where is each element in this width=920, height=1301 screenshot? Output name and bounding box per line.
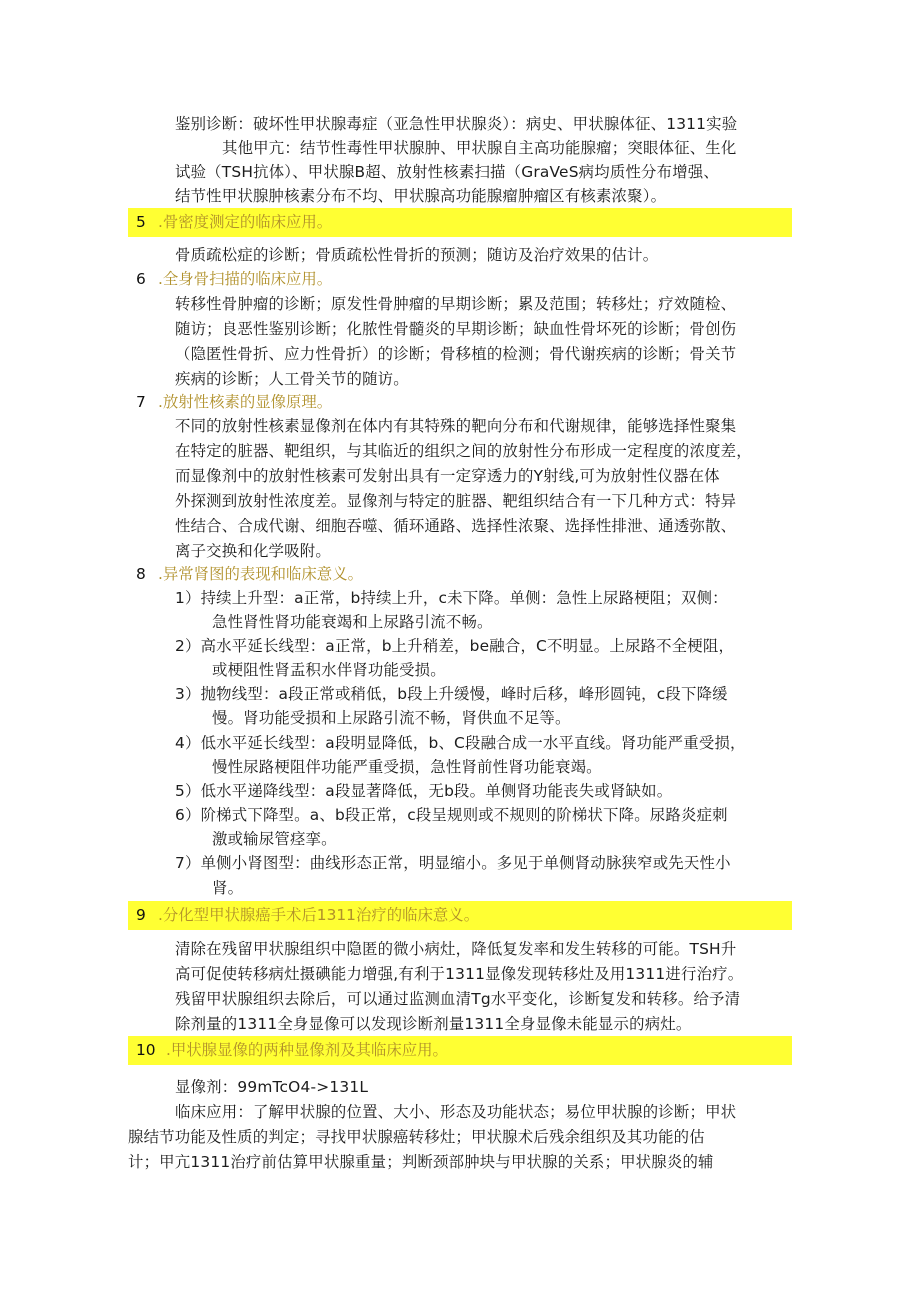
text-line: 腺结节功能及性质的判定；寻找甲状腺癌转移灶；甲状腺术后残余组织及其功能的估 [128,1128,705,1146]
heading-number: 7 [136,393,146,411]
text-line: 高可促使转移病灶摄碘能力增强,有利于1311显像发现转移灶及用1311进行治疗。 [175,965,744,983]
heading-text: .放射性核素的显像原理。 [158,393,333,411]
heading-text: .分化型甲状腺癌手术后1311治疗的临床意义。 [158,906,480,924]
heading-number: 10 [136,1041,156,1059]
text-line: 转移性骨肿瘤的诊断；原发性骨肿瘤的早期诊断；累及范围；转移灶；疗效随检、 [175,295,737,313]
list-item-continuation: 慢。肾功能受损和上尿路引流不畅，肾供血不足等。 [212,709,571,727]
list-item: 4）低水平延长线型：a段明显降低，b、C段融合成一水平直线。肾功能严重受损， [175,734,746,752]
text-line: 不同的放射性核素显像剂在体内有其特殊的靶向分布和代谢规律，能够选择性聚集 [175,417,737,435]
list-item-continuation: 急性肾性肾功能衰竭和上尿路引流不畅。 [212,613,493,631]
list-item: 1）持续上升型：a正常，b持续上升，c未下降。单侧：急性上尿路梗阻；双侧： [175,589,728,607]
text-line: 鉴别诊断：破坏性甲状腺毒症（亚急性甲状腺炎）：病史、甲状腺体征、1311实验 [175,115,738,133]
text-line: 计；甲亢1311治疗前估算甲状腺重量；判断颈部肿块与甲状腺的关系；甲状腺炎的辅 [128,1153,714,1171]
list-item-continuation: 肾。 [212,879,244,897]
heading-text: .全身骨扫描的临床应用。 [158,270,333,288]
list-item: 3）抛物线型：a段正常或稍低，b段上升缓慢，峰时后移，峰形圆钝，c段下降缓 [175,685,728,703]
list-item-continuation: 激或输尿管痉挛。 [212,830,337,848]
text-line: 临床应用：了解甲状腺的位置、大小、形态及功能状态；易位甲状腺的诊断；甲状 [175,1103,737,1121]
list-item: 6）阶梯式下降型。a、b段正常，c段呈规则或不规则的阶梯状下降。尿路炎症刺 [175,806,728,824]
list-item: 2）高水平延长线型：a正常，b上升稍差，be融合，C不明显。上尿路不全梗阻， [175,637,735,655]
text-line: 骨质疏松症的诊断；骨质疏松性骨折的预测；随访及治疗效果的估计。 [175,246,659,264]
list-item: 7）单侧小肾图型：曲线形态正常，明显缩小。多见于单侧肾动脉狭窄或先天性小 [175,854,731,872]
text-line: 残留甲状腺组织去除后，可以通过监测血清Tg水平变化，诊断复发和转移。给予清 [175,990,741,1008]
text-line: 结节性甲状腺肿核素分布不均、甲状腺高功能腺瘤肿瘤区有核素浓聚）。 [175,187,667,205]
heading-text: .骨密度测定的临床应用。 [158,213,333,231]
text-line: 除剂量的1311全身显像可以发现诊断剂量1311全身显像未能显示的病灶。 [175,1015,692,1033]
text-line: 随访；良恶性鉴别诊断；化脓性骨髓炎的早期诊断；缺血性骨坏死的诊断；骨创伤 [175,320,737,338]
heading-number: 6 [136,270,146,288]
heading-text: .异常肾图的表现和临床意义。 [158,565,363,583]
text-line: 试验（TSH抗体）、甲状腺B超、放射性核素扫描（GraVeS病均质性分布增强、 [175,163,719,181]
text-line: 疾病的诊断；人工骨关节的随访。 [175,370,409,388]
list-item-continuation: 或梗阻性肾盂积水伴肾功能受损。 [212,661,446,679]
list-item: 5）低水平递降线型：a段显著降低，无b段。单侧肾功能丧失或肾缺如。 [175,782,673,800]
text-line: 其他甲亢：结节性毒性甲状腺肿、甲状腺自主高功能腺瘤；突眼体征、生化 [222,139,737,157]
text-line: 显像剂：99mTcO4->131L [175,1078,369,1096]
heading-text: .甲状腺显像的两种显像剂及其临床应用。 [166,1041,448,1059]
heading-number: 8 [136,565,146,583]
text-line: 在特定的脏器、靶组织，与其临近的组织之间的放射性分布形成一定程度的浓度差， [175,442,752,460]
heading-number: 9 [136,906,146,924]
text-line: （隐匿性骨折、应力性骨折）的诊断；骨移植的检测；骨代谢疾病的诊断；骨关节 [175,345,737,363]
text-line: 离子交换和化学吸附。 [175,542,331,560]
text-line: 性结合、合成代谢、细胞吞噬、循环通路、选择性浓聚、选择性排泄、通透弥散、 [175,517,737,535]
list-item-continuation: 慢性尿路梗阻伴功能严重受损，急性肾前性肾功能衰竭。 [212,758,602,776]
text-line: 外探测到放射性浓度差。显像剂与特定的脏器、靶组织结合有一下几种方式：特异 [175,492,737,510]
text-line: 而显像剂中的放射性核素可发射出具有一定穿透力的Y射线,可为放射性仪器在体 [175,467,720,485]
text-line: 清除在残留甲状腺组织中隐匿的微小病灶，降低复发率和发生转移的可能。TSH升 [175,940,737,958]
heading-number: 5 [136,213,146,231]
